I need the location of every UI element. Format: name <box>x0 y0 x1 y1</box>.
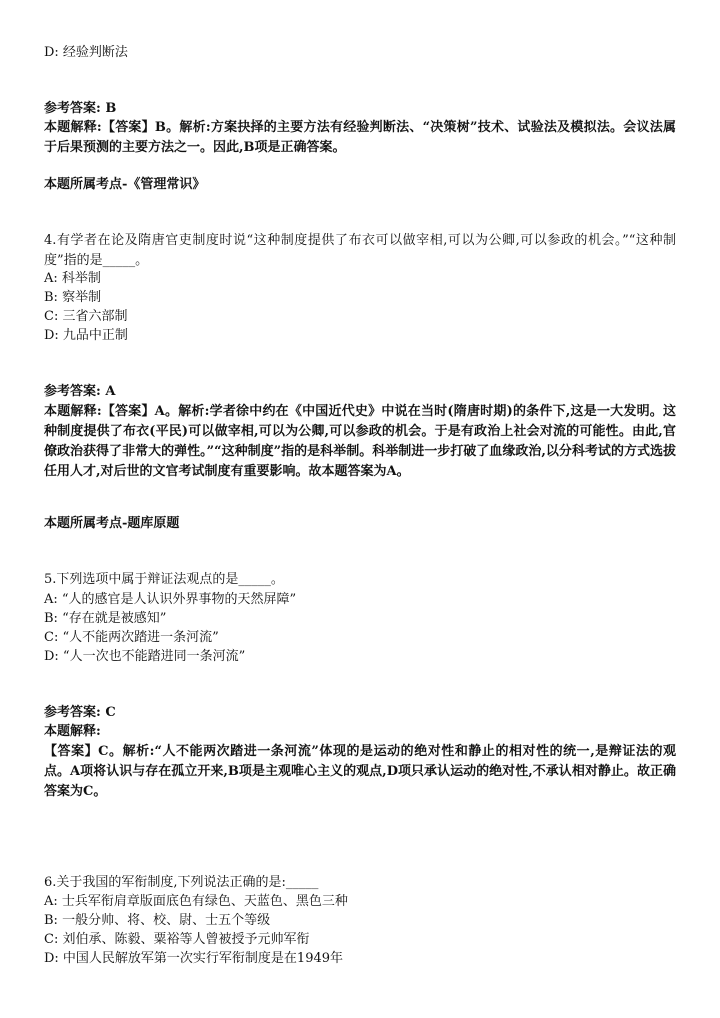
q4-reference-answer: 参考答案: A <box>44 384 116 399</box>
q6-option-d: D: 中国人民解放军第一次实行军衔制度是在1949年 <box>44 951 344 966</box>
q6-option-b: B: 一般分帅、将、校、尉、士五个等级 <box>44 913 271 928</box>
q4-option-d: D: 九品中正制 <box>44 328 128 343</box>
q5-option-c: C: “人不能两次踏进一条河流” <box>44 630 219 645</box>
q5-reference-answer: 参考答案: C <box>44 705 116 720</box>
q3-explanation: 本题解释:【答案】B。解析:方案抉择的主要方法有经验判断法、“决策树”技术、试验法及模拟法。会议法属于后果预测的主要方法之一。因此,B项是正确答案。 <box>44 120 676 155</box>
q5-explanation: 【答案】C。解析:“人不能两次踏进一条河流”体现的是运动的绝对性和静止的相对性的统一,是辩证法的观点。A项将认识与存在孤立开来,B项是主观唯心主义的观点,D项只承认运动的绝对性,不承认相对静止。故正确答案为C。 <box>44 744 676 799</box>
q3-reference-answer: 参考答案: B <box>44 101 117 116</box>
q6-option-c: C: 刘伯承、陈毅、粟裕等人曾被授予元帅军衔 <box>44 932 310 947</box>
q3-topic: 本题所属考点-《管理常识》 <box>44 177 206 192</box>
q5-option-d: D: “人一次也不能踏进同一条河流” <box>44 649 246 664</box>
q6-stem: 6.关于我国的军衔制度,下列说法正确的是:_____ <box>44 875 319 890</box>
q4-topic: 本题所属考点-题库原题 <box>44 516 180 531</box>
q4-stem: 4.有学者在论及隋唐官吏制度时说“这种制度提供了布衣可以做宰相,可以为公卿,可以参政的机会。”“这种制度”指的是_____。 <box>44 233 676 268</box>
q5-option-b: B: “存在就是被感知” <box>44 611 167 626</box>
prev-question-option-d: D: 经验判断法 <box>44 45 128 60</box>
q4-option-a: A: 科举制 <box>44 271 101 286</box>
q5-stem: 5.下列选项中属于辩证法观点的是_____。 <box>44 572 284 587</box>
q5-explanation-label: 本题解释: <box>44 724 101 739</box>
q4-option-c: C: 三省六部制 <box>44 309 128 324</box>
q6-option-a: A: 士兵军衔肩章版面底色有绿色、天蓝色、黑色三种 <box>44 894 348 909</box>
q4-explanation: 本题解释:【答案】A。解析:学者徐中约在《中国近代史》中说在当时(隋唐时期)的条件下,这是一大发明。这种制度提供了布衣(平民)可以做宰相,可以为公卿,可以参政的机会。于是有政治上社会对流的可能性。由此,官僚政治获得了非常大的弹性。”“这种制度”指的是科举制。科举制进一步打破了血缘政治,以分科考试的方式选拔任用人才,对后世的文官考试制度有重要影响。故本题答案为A。 <box>44 404 676 479</box>
q4-option-b: B: 察举制 <box>44 290 102 305</box>
q5-option-a: A: “人的感官是人认识外界事物的天然屏障” <box>44 592 297 607</box>
